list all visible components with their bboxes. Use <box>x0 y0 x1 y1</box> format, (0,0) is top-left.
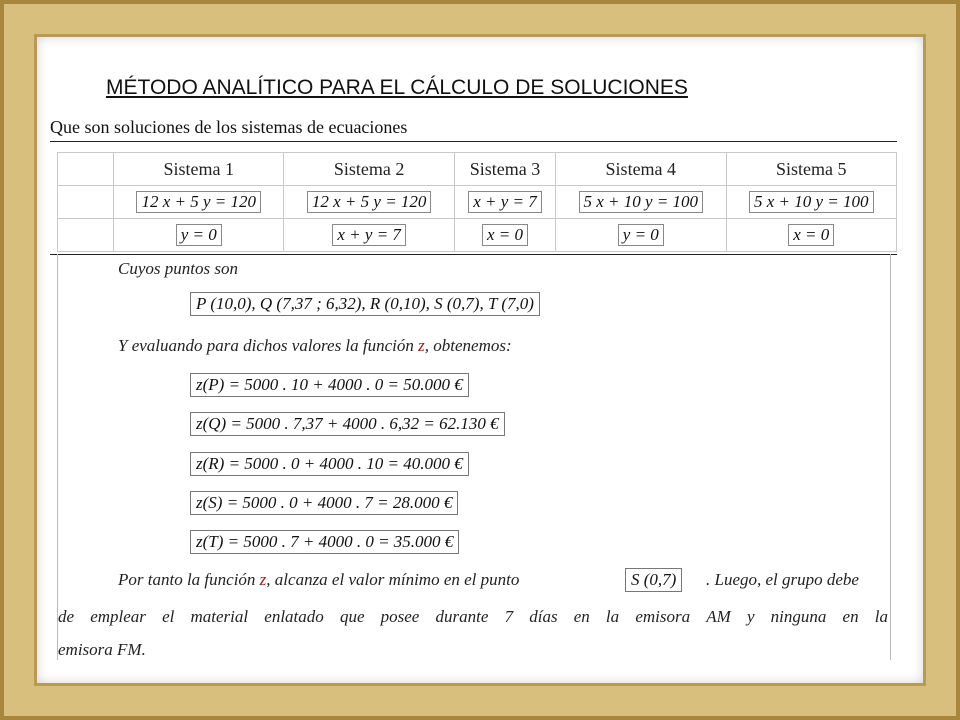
conclusion-text-2: , alcanza el valor mínimo en el punto <box>266 570 520 589</box>
equation: x = 0 <box>482 224 528 246</box>
points-intro: Cuyos puntos son <box>118 259 238 278</box>
subtitle: Que son soluciones de los sistemas de ecuaciones <box>50 117 408 137</box>
function-z: z <box>418 336 425 355</box>
panel-right-edge <box>890 254 891 660</box>
header-sistema-2: Sistema 2 <box>284 153 454 186</box>
evaluation-p: z(P) = 5000 . 10 + 4000 . 0 = 50.000 € <box>190 373 469 397</box>
word: en <box>573 607 590 626</box>
evaluation-s: z(S) = 5000 . 0 + 4000 . 7 = 28.000 € <box>190 491 458 515</box>
conclusion-line-2 <box>58 607 888 627</box>
word: la <box>605 607 620 626</box>
word: el <box>162 607 175 626</box>
equation: x + y = 7 <box>332 224 406 246</box>
table-cell <box>284 219 454 252</box>
table-cell <box>726 219 896 252</box>
minimum-point-box: S (0,7) <box>625 568 682 592</box>
equation: x = 0 <box>788 224 834 246</box>
word: durante <box>435 607 489 626</box>
equation: 12 x + 5 y = 120 <box>307 191 432 213</box>
word: posee <box>380 607 420 626</box>
table-header-row <box>58 153 897 186</box>
equation: 12 x + 5 y = 120 <box>136 191 261 213</box>
word: en <box>842 607 859 626</box>
header-sistema-3: Sistema 3 <box>454 153 555 186</box>
row-label-cell <box>58 219 114 252</box>
systems-table <box>57 152 897 252</box>
word: la <box>874 607 888 626</box>
evaluate-intro-text: Y evaluando para dichos valores la función <box>118 336 419 355</box>
word: emisora <box>635 607 691 626</box>
header-sistema-1: Sistema 1 <box>114 153 284 186</box>
word: emplear <box>90 607 146 626</box>
conclusion-line-1 <box>118 570 519 590</box>
table-top-rule <box>50 141 897 142</box>
page-title: MÉTODO ANALÍTICO PARA EL CÁLCULO DE SOLUCIONES <box>106 76 688 99</box>
word: de <box>58 607 75 626</box>
table-row <box>58 219 897 252</box>
word: enlatado <box>264 607 324 626</box>
row-label-cell <box>58 186 114 219</box>
evaluate-intro <box>118 336 512 356</box>
header-sistema-4: Sistema 4 <box>556 153 726 186</box>
word: días <box>529 607 558 626</box>
table-bottom-rule <box>50 254 897 255</box>
evaluation-r: z(R) = 5000 . 0 + 4000 . 10 = 40.000 € <box>190 452 469 476</box>
word: AM <box>706 607 731 626</box>
word: y <box>746 607 755 626</box>
function-z: z <box>259 570 267 589</box>
equation: 5 x + 10 y = 100 <box>579 191 704 213</box>
conclusion-text: Por tanto la función <box>118 570 260 589</box>
conclusion-line-3: emisora FM. <box>58 640 146 659</box>
evaluation-t: z(T) = 5000 . 7 + 4000 . 0 = 35.000 € <box>190 530 459 554</box>
table-cell <box>114 186 284 219</box>
equation: 5 x + 10 y = 100 <box>749 191 874 213</box>
table-cell <box>284 186 454 219</box>
evaluation-q: z(Q) = 5000 . 7,37 + 4000 . 6,32 = 62.130 € <box>190 412 505 436</box>
equation: y = 0 <box>618 224 664 246</box>
table-row <box>58 186 897 219</box>
equation: x + y = 7 <box>468 191 542 213</box>
table-cell <box>556 186 726 219</box>
table-corner-cell <box>58 153 114 186</box>
word: ninguna <box>770 607 827 626</box>
points-box: P (10,0), Q (7,37 ; 6,32), R (0,10), S (0,7), T (7,0) <box>190 292 540 316</box>
table-cell <box>454 186 555 219</box>
header-sistema-5: Sistema 5 <box>726 153 896 186</box>
evaluate-intro-tail: , obtenemos: <box>424 336 512 355</box>
equation: y = 0 <box>176 224 222 246</box>
word: material <box>190 607 249 626</box>
table-cell <box>454 219 555 252</box>
table-cell <box>556 219 726 252</box>
table-cell <box>726 186 896 219</box>
word: que <box>339 607 365 626</box>
panel-left-edge <box>57 254 58 660</box>
table-cell <box>114 219 284 252</box>
conclusion-line-1-end: . Luego, el grupo debe <box>706 570 859 589</box>
word: 7 <box>504 607 514 626</box>
